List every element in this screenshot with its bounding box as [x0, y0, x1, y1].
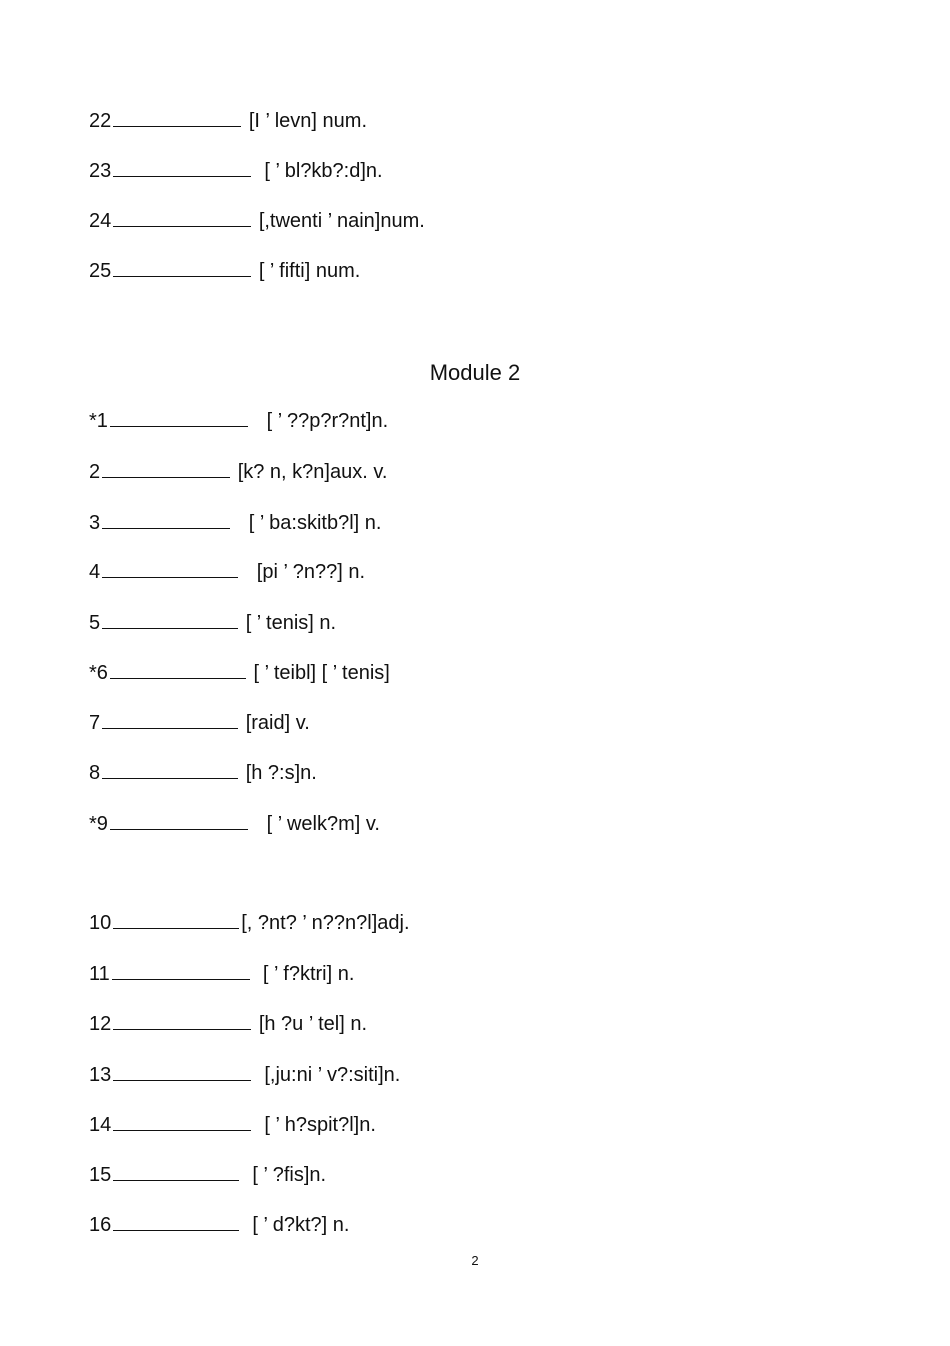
item-number: *1 [89, 410, 108, 432]
item-number: 13 [89, 1064, 112, 1086]
pronunciation: [h ?u ’ tel] n. [258, 1013, 368, 1035]
pronunciation: [,twenti ’ nain]num. [258, 210, 425, 232]
vocab-line [89, 559, 365, 584]
vocab-line [89, 459, 387, 484]
answer-blank [113, 258, 251, 277]
vocab-line [89, 208, 425, 233]
item-number: 24 [89, 210, 112, 232]
answer-blank [113, 1212, 239, 1231]
item-number: 10 [89, 912, 112, 934]
pronunciation: [ ’ bl?kb?:d]n. [264, 160, 383, 182]
vocab-line [89, 258, 360, 283]
answer-blank [102, 710, 238, 729]
item-number: 14 [89, 1114, 112, 1136]
pronunciation: [ ’ welk?m] v. [266, 813, 380, 835]
vocab-line [89, 108, 367, 133]
vocab-line [89, 1212, 349, 1237]
page-number: 2 [471, 1253, 479, 1268]
pronunciation: [ ’ d?kt?] n. [252, 1214, 350, 1236]
pronunciation: [h ?:s]n. [245, 762, 317, 784]
item-number: 12 [89, 1013, 112, 1035]
module-heading: Module 2 [429, 360, 521, 385]
pronunciation: [ ’ teibl] [ ’ tenis] [253, 662, 390, 684]
pronunciation: [ ’ h?spit?l]n. [264, 1114, 376, 1136]
pronunciation: [ ’ f?ktri] n. [262, 963, 355, 985]
item-number: 3 [89, 512, 101, 534]
item-number: 23 [89, 160, 112, 182]
answer-blank [102, 760, 238, 779]
vocab-line [89, 760, 317, 785]
vocab-line [89, 910, 410, 935]
pronunciation: [ ’ ?fis]n. [252, 1164, 327, 1186]
answer-blank [102, 610, 238, 629]
vocab-line [89, 1162, 326, 1187]
item-number: 11 [89, 963, 110, 985]
pronunciation: [I ’ levn] num. [248, 110, 368, 132]
item-number: 2 [89, 461, 101, 483]
vocab-line [89, 510, 381, 535]
vocab-line [89, 1062, 400, 1087]
answer-blank [112, 961, 250, 980]
vocab-line [89, 660, 390, 685]
vocab-line [89, 710, 310, 735]
pronunciation: [k? n, k?n]aux. v. [237, 461, 388, 483]
vocab-line [89, 1011, 367, 1036]
answer-blank [113, 1011, 251, 1030]
item-number: *6 [89, 662, 108, 684]
item-number: 8 [89, 762, 101, 784]
pronunciation: [ ’ fifti] num. [258, 260, 361, 282]
item-number: 4 [89, 561, 101, 583]
item-number: 25 [89, 260, 112, 282]
answer-blank [113, 158, 251, 177]
pronunciation: [ ’ ba:skitb?l] n. [248, 512, 382, 534]
item-number: 22 [89, 110, 112, 132]
vocab-line [89, 158, 383, 183]
answer-blank [110, 811, 248, 830]
vocab-line [89, 811, 380, 836]
answer-blank [113, 1062, 251, 1081]
answer-blank [113, 108, 241, 127]
answer-blank [113, 208, 251, 227]
answer-blank [113, 910, 239, 929]
item-number: 5 [89, 612, 101, 634]
pronunciation: [,ju:ni ’ v?:siti]n. [264, 1064, 401, 1086]
pronunciation: [, ?nt? ’ n??n?l]adj. [241, 912, 410, 934]
pronunciation: [ ’ ??p?r?nt]n. [266, 410, 389, 432]
pronunciation: [ ’ tenis] n. [245, 612, 337, 634]
answer-blank [102, 559, 238, 578]
item-number: 7 [89, 712, 101, 734]
vocab-line [89, 610, 336, 635]
answer-blank [113, 1112, 251, 1131]
pronunciation: [raid] v. [245, 712, 310, 734]
item-number: 15 [89, 1164, 112, 1186]
vocab-line [89, 408, 388, 433]
vocab-line [89, 1112, 376, 1137]
answer-blank [110, 408, 248, 427]
answer-blank [102, 459, 230, 478]
answer-blank [102, 510, 230, 529]
vocab-line [89, 961, 354, 986]
answer-blank [113, 1162, 239, 1181]
item-number: *9 [89, 813, 108, 835]
pronunciation: [pi ’ ?n??] n. [256, 561, 366, 583]
answer-blank [110, 660, 246, 679]
item-number: 16 [89, 1214, 112, 1236]
